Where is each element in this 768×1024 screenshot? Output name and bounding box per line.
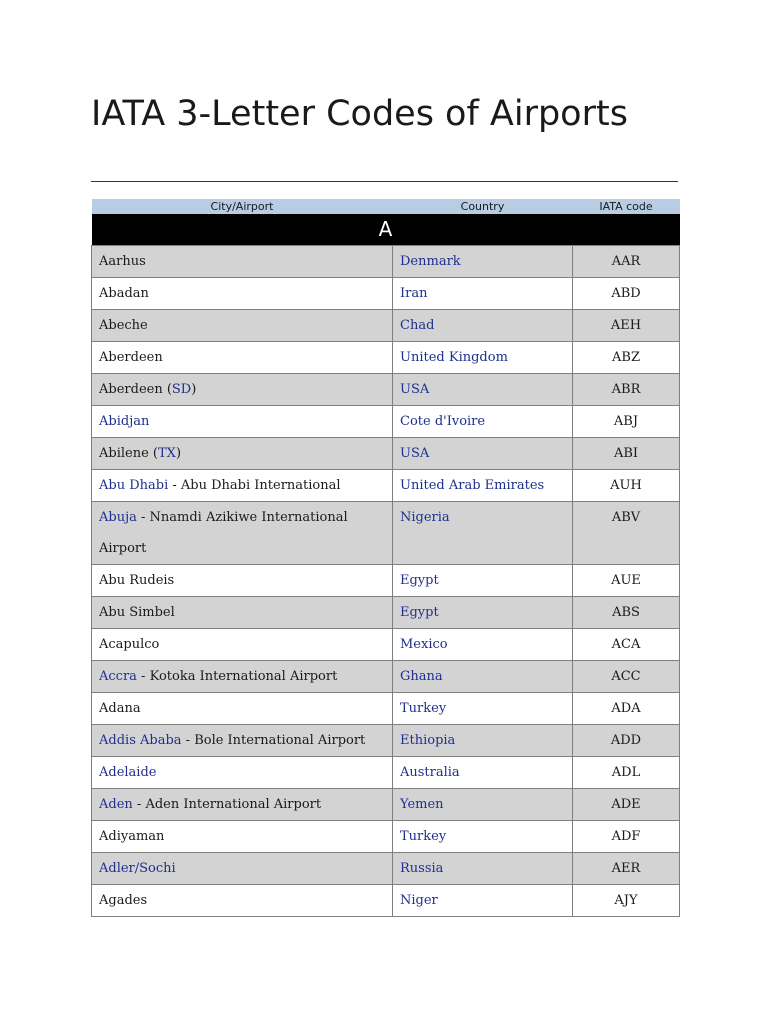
country-link[interactable]: Chad [400, 318, 435, 333]
table-row [92, 821, 680, 853]
country-cell [393, 693, 573, 725]
country-link[interactable]: Ethiopia [400, 733, 456, 748]
table-row [92, 693, 680, 725]
city-airport-cell [92, 725, 393, 757]
city-airport-cell [92, 406, 393, 438]
country-link[interactable]: Turkey [400, 701, 447, 716]
country-cell [393, 725, 573, 757]
table-row [92, 885, 680, 917]
iata-code-cell: ABS [573, 597, 680, 629]
table-row [92, 789, 680, 821]
section-header-row [92, 214, 680, 246]
table-row [92, 246, 680, 278]
iata-code-cell: AEH [573, 310, 680, 342]
table-row [92, 374, 680, 406]
country-cell [393, 502, 573, 565]
iata-code-cell: ADE [573, 789, 680, 821]
city-text: - Nnamdi Azikiwe International Airport [99, 510, 348, 556]
city-text: Adana [99, 701, 141, 716]
city-airport-cell [92, 310, 393, 342]
iata-code-cell: ABV [573, 502, 680, 565]
city-link[interactable]: Aden [99, 797, 133, 812]
header-country: Country [393, 199, 573, 214]
iata-code-cell: ABZ [573, 342, 680, 374]
city-text: Abu Simbel [99, 605, 175, 620]
iata-code-cell: ADA [573, 693, 680, 725]
iata-code-cell: AER [573, 853, 680, 885]
country-link[interactable]: Yemen [400, 797, 444, 812]
iata-code-cell: AUE [573, 565, 680, 597]
city-airport-cell [92, 565, 393, 597]
table-body [92, 214, 680, 917]
iata-code-cell: ABD [573, 278, 680, 310]
city-link[interactable]: Abidjan [99, 414, 150, 429]
iata-code-cell: ACC [573, 661, 680, 693]
city-text: Aarhus [99, 254, 146, 269]
country-cell [393, 757, 573, 789]
city-airport-cell [92, 757, 393, 789]
city-airport-cell [92, 278, 393, 310]
iata-code-cell: ADF [573, 821, 680, 853]
city-airport-cell [92, 629, 393, 661]
country-link[interactable]: United Arab Emirates [400, 478, 545, 493]
page-title: IATA 3-Letter Codes of Airports [91, 94, 628, 134]
city-link[interactable]: Accra [99, 669, 137, 684]
country-cell [393, 597, 573, 629]
country-cell [393, 789, 573, 821]
city-link[interactable]: TX [158, 446, 176, 461]
city-link[interactable]: Abu Dhabi [99, 478, 169, 493]
city-airport-cell [92, 374, 393, 406]
country-cell [393, 661, 573, 693]
header-iata-code: IATA code [573, 199, 680, 214]
city-airport-cell [92, 693, 393, 725]
table-row [92, 597, 680, 629]
country-cell [393, 629, 573, 661]
country-link[interactable]: Niger [400, 893, 438, 908]
city-airport-cell [92, 438, 393, 470]
city-text: Aberdeen [99, 350, 163, 365]
country-cell [393, 374, 573, 406]
city-text: - Bole International Airport [181, 733, 366, 748]
country-link[interactable]: Russia [400, 861, 444, 876]
iata-codes-table [91, 199, 680, 917]
table-row [92, 757, 680, 789]
country-cell [393, 438, 573, 470]
table-row [92, 342, 680, 374]
city-link[interactable]: Adler/Sochi [99, 861, 176, 876]
table-row [92, 310, 680, 342]
table-row [92, 629, 680, 661]
country-cell [393, 278, 573, 310]
city-airport-cell [92, 885, 393, 917]
country-cell [393, 342, 573, 374]
city-text: Abadan [99, 286, 149, 301]
country-link[interactable]: Mexico [400, 637, 448, 652]
table-row [92, 406, 680, 438]
country-cell [393, 821, 573, 853]
country-link[interactable]: Iran [400, 286, 428, 301]
iata-code-cell: AAR [573, 246, 680, 278]
table-row [92, 502, 680, 565]
city-text: Aberdeen ( [99, 382, 172, 397]
iata-code-cell: ABR [573, 374, 680, 406]
city-airport-cell [92, 661, 393, 693]
city-text: Agades [99, 893, 148, 908]
table-row [92, 853, 680, 885]
city-link[interactable]: SD [171, 382, 192, 397]
table-row [92, 565, 680, 597]
city-airport-cell [92, 342, 393, 374]
country-link[interactable]: Turkey [400, 829, 447, 844]
city-text: Abeche [99, 318, 148, 333]
header-city-airport: City/Airport [92, 199, 393, 214]
country-cell [393, 310, 573, 342]
country-cell [393, 853, 573, 885]
city-airport-cell [92, 597, 393, 629]
country-cell [393, 246, 573, 278]
country-cell [393, 470, 573, 502]
city-text: Abilene ( [99, 446, 158, 461]
country-link[interactable]: Nigeria [400, 510, 450, 525]
country-link[interactable]: USA [400, 382, 430, 397]
table-row [92, 470, 680, 502]
table-row [92, 661, 680, 693]
city-airport-cell [92, 853, 393, 885]
iata-code-cell: ADL [573, 757, 680, 789]
country-cell [393, 885, 573, 917]
section-letter: A [92, 214, 680, 246]
city-link[interactable]: Adelaide [99, 765, 157, 780]
city-text: - Abu Dhabi International [168, 478, 341, 493]
country-link[interactable]: United Kingdom [400, 350, 508, 365]
iata-code-cell: ABI [573, 438, 680, 470]
iata-code-cell: AJY [573, 885, 680, 917]
city-text: ) [175, 446, 182, 461]
country-cell [393, 565, 573, 597]
table-row [92, 438, 680, 470]
iata-code-cell: ADD [573, 725, 680, 757]
country-link[interactable]: Cote d'Ivoire [400, 414, 486, 429]
city-airport-cell [92, 789, 393, 821]
table-header-row [92, 199, 680, 214]
country-link[interactable]: Ghana [400, 669, 443, 684]
city-text: ) [191, 382, 197, 397]
city-text: Adiyaman [99, 829, 165, 844]
iata-code-cell: AUH [573, 470, 680, 502]
table-row [92, 278, 680, 310]
city-link[interactable]: Addis Ababa [99, 733, 182, 748]
country-cell [393, 406, 573, 438]
iata-code-cell: ACA [573, 629, 680, 661]
country-link[interactable]: Egypt [400, 573, 439, 588]
city-text: Acapulco [99, 637, 160, 652]
city-text: - Aden International Airport [132, 797, 322, 812]
country-link[interactable]: Australia [400, 765, 460, 780]
country-link[interactable]: USA [400, 446, 430, 461]
city-airport-cell [92, 502, 393, 565]
city-airport-cell [92, 246, 393, 278]
city-text: Abu Rudeis [99, 573, 175, 588]
city-link[interactable]: Abuja [99, 510, 137, 525]
table-row [92, 725, 680, 757]
iata-code-cell: ABJ [573, 406, 680, 438]
country-link[interactable]: Denmark [400, 254, 461, 269]
city-airport-cell [92, 470, 393, 502]
country-link[interactable]: Egypt [400, 605, 439, 620]
city-airport-cell [92, 821, 393, 853]
city-text: - Kotoka International Airport [136, 669, 338, 684]
title-divider [91, 181, 678, 182]
